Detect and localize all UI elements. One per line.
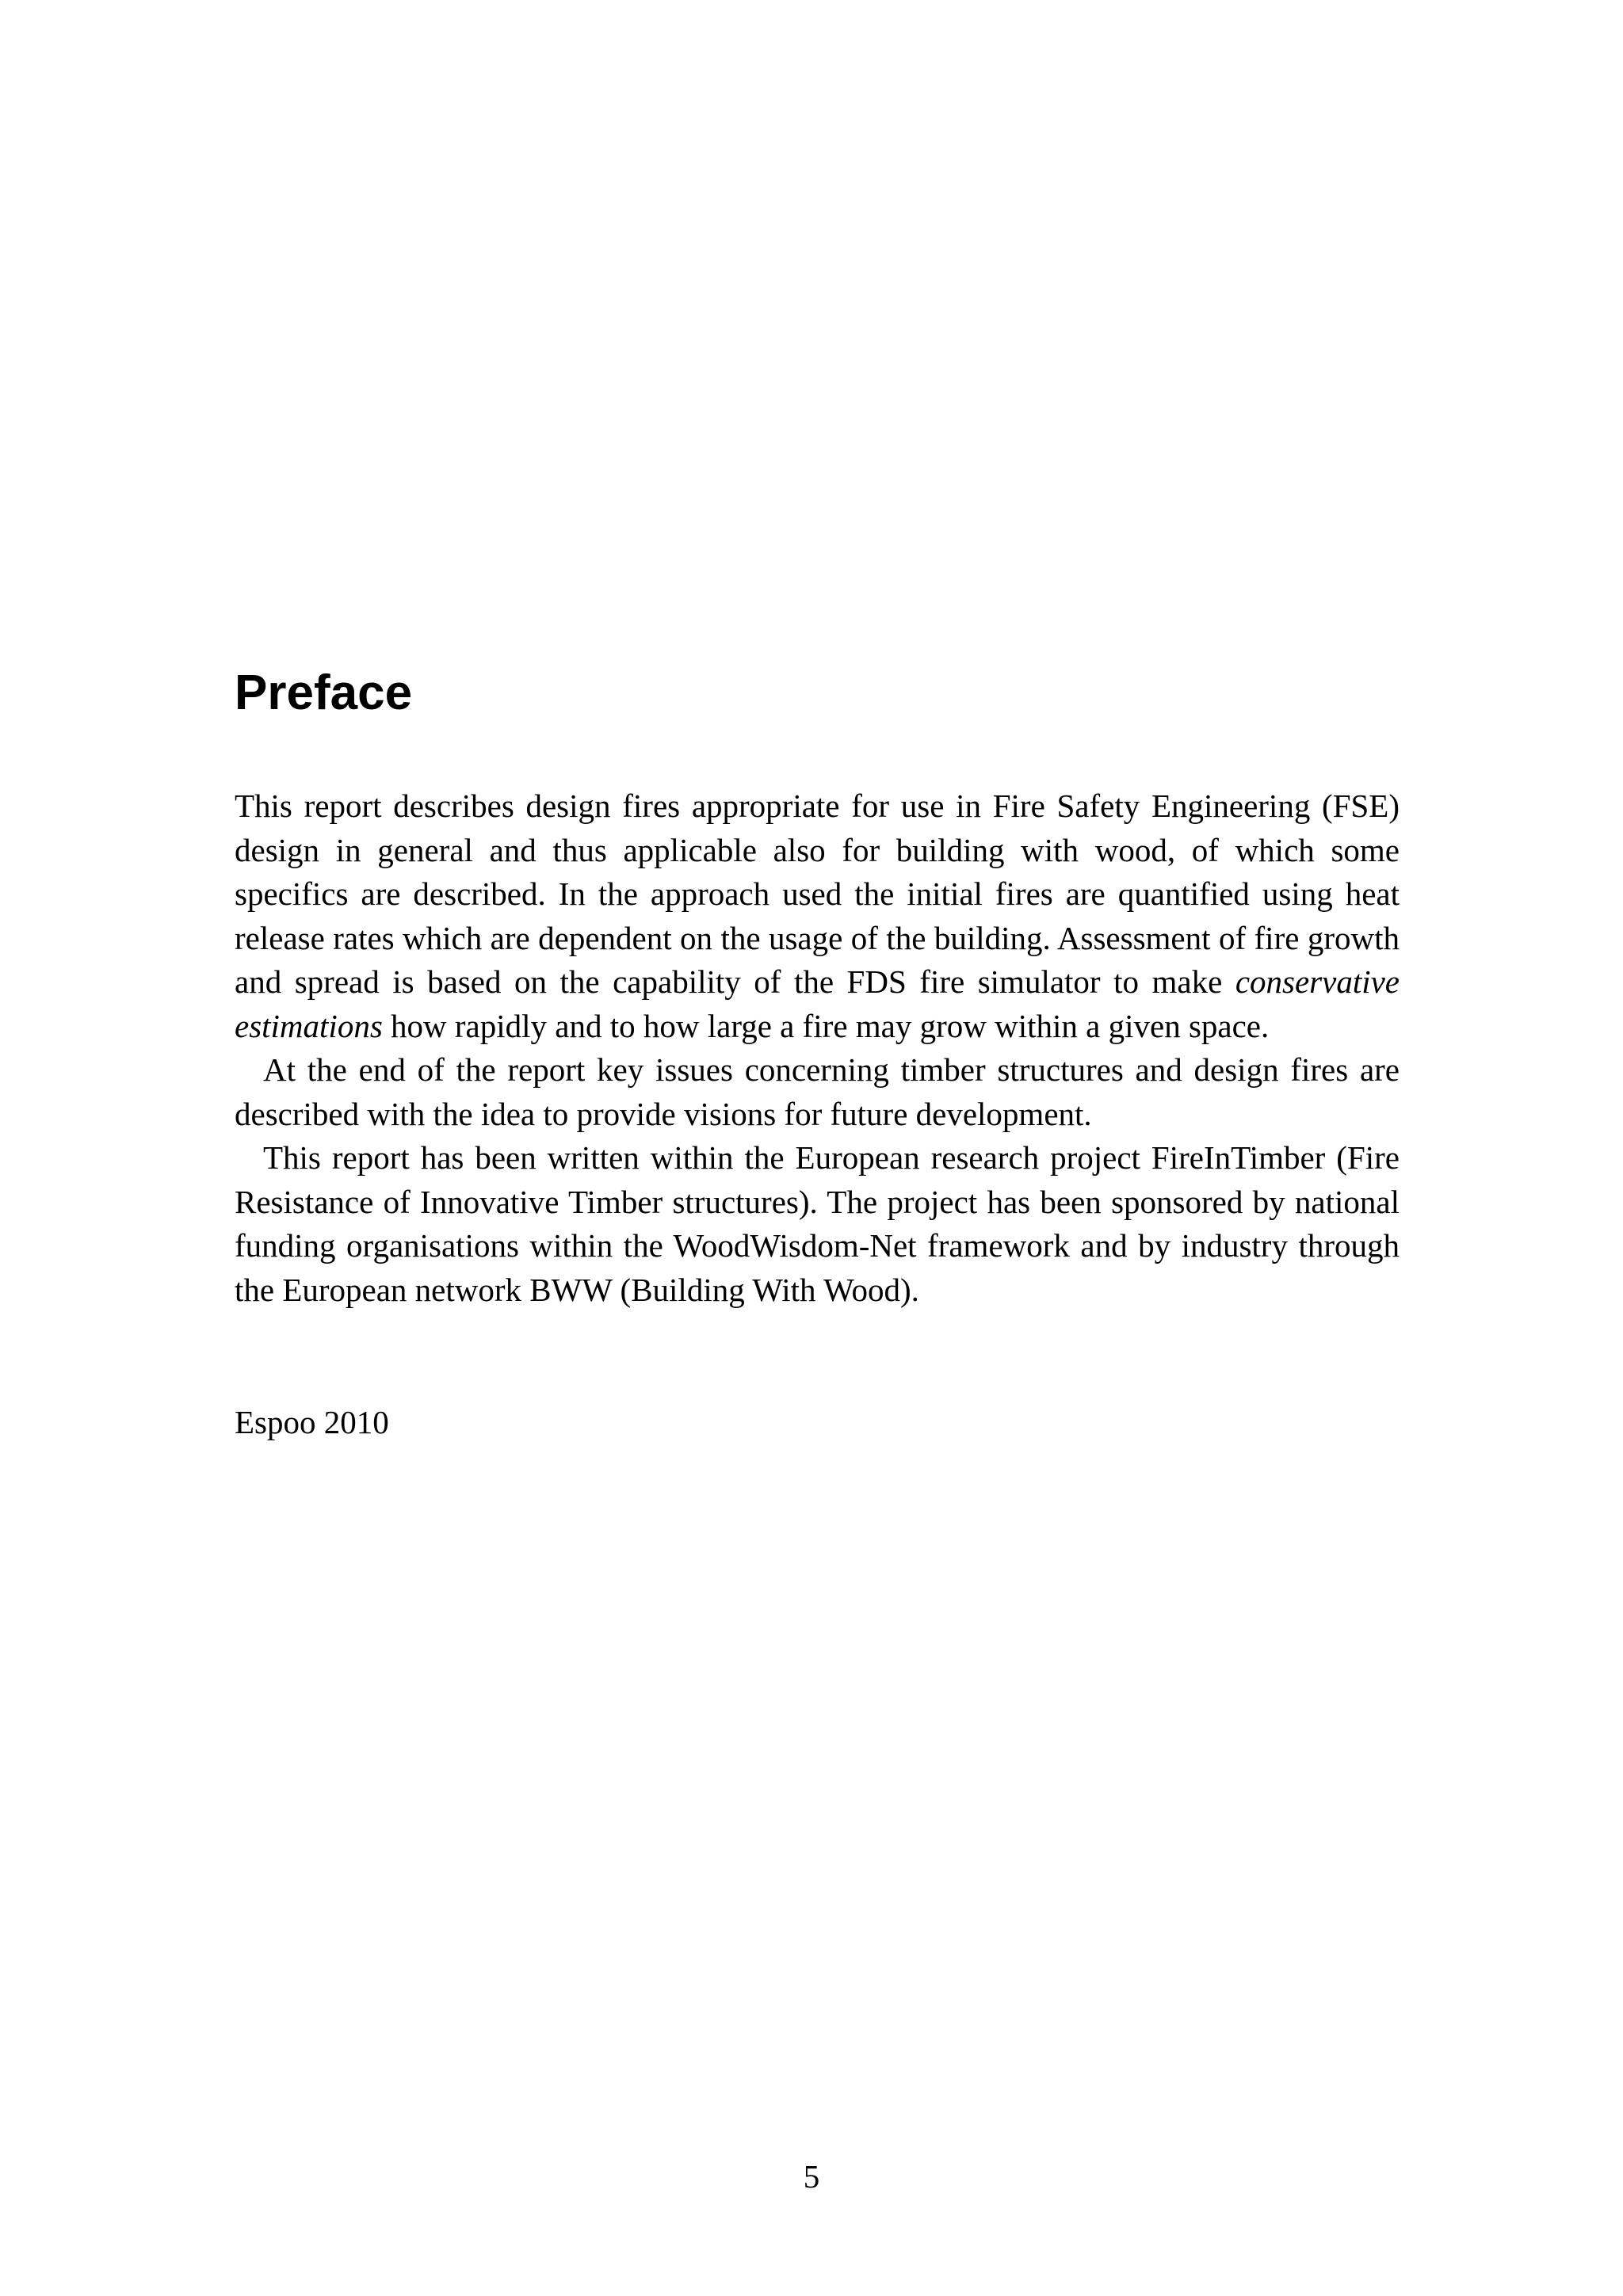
page-number: 5 xyxy=(803,2158,820,2195)
place-date-line: Espoo 2010 xyxy=(235,1404,389,1440)
paragraph-1-emphasis: conservative estimations xyxy=(235,963,1400,1044)
paragraph-1-text-start: This report describes design fires appropriate for use in Fire Safety Engineering (FSE) design in general and thus applicable also for building with wood, of which some specifics are described. In the approach used the initial fires are quantified using heat release rates which are dependent on the usage of the building. Assessment of fire growth and spread is based on the capability of the FDS fire simulator to make xyxy=(235,788,1400,1000)
paragraph-2: At the end of the report key issues concerning timber structures and design fires are described with the idea to provide visions for future development. xyxy=(235,1051,1400,1132)
paragraph-3: This report has been written within the European research project FireInTimber (Fire Resistance of Innovative Timber structures). The project has been sponsored by national funding organisations within the WoodWisdom-Net framework and by industry through the European network BWW (Building With Wood). xyxy=(235,1139,1400,1308)
preface-body xyxy=(235,784,1400,1312)
paragraph-1 xyxy=(235,784,1400,1048)
paragraph-1-text-end: how rapidly and to how large a fire may grow within a given space. xyxy=(382,1007,1270,1044)
preface-section xyxy=(235,658,1400,1445)
section-heading: Preface xyxy=(235,666,413,720)
